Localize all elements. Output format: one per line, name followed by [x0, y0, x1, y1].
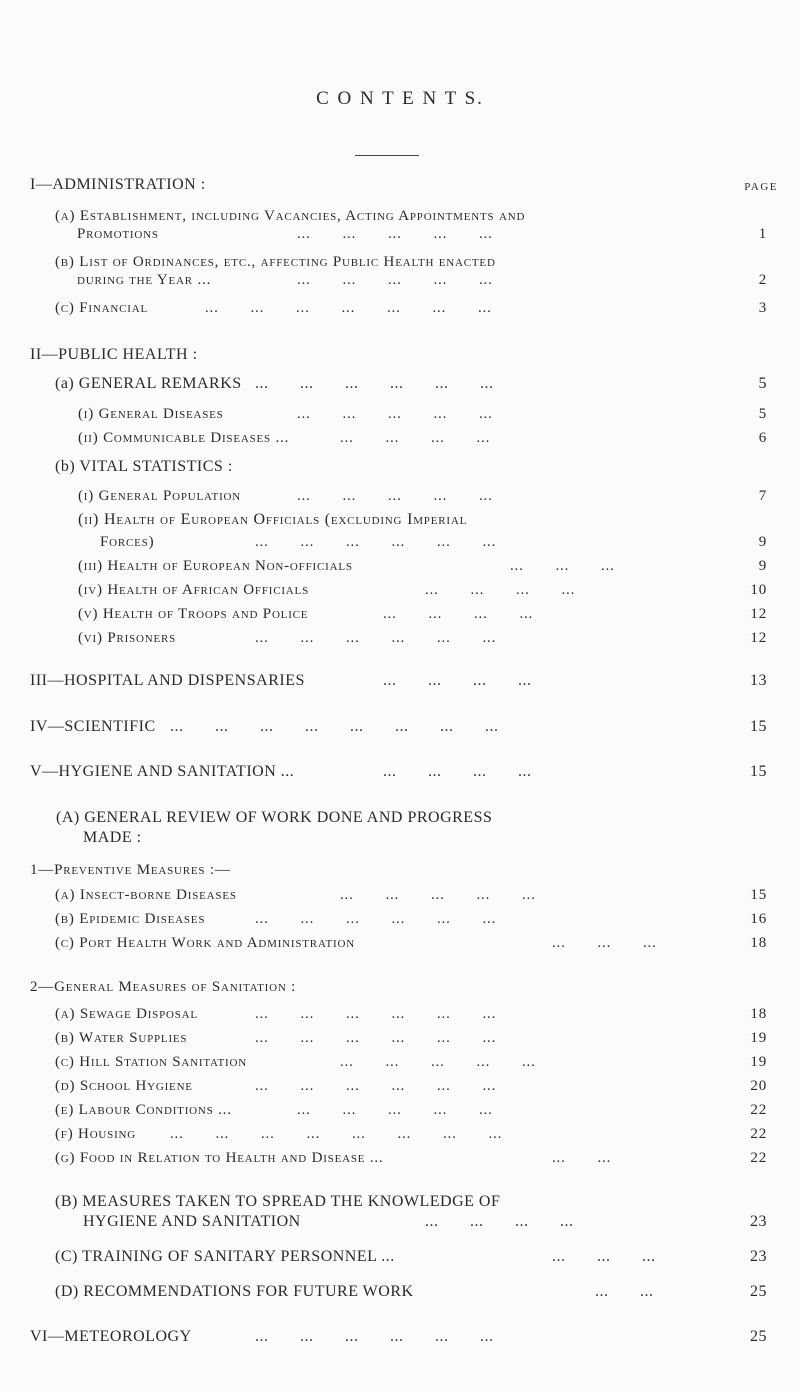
entry-2a-ii: (ii) Communicable Diseases ... ... ... ... ... 6 [0, 426, 800, 450]
page-number: 13 [750, 672, 767, 689]
page-number: 20 [750, 1078, 767, 1094]
page-number: 3 [758, 300, 767, 316]
page-number: 23 [750, 1248, 767, 1265]
section-2-heading: II—PUBLIC HEALTH : [30, 346, 198, 363]
entry-5-1b: (b) Epidemic Diseases ... ... ... ... ... ... 16 [0, 907, 800, 931]
entry-5-2c: (c) Hill Station Sanitation ... ... ... ... ... 19 [0, 1050, 800, 1074]
section-3-heading: III—HOSPITAL AND DISPENSARIES ... ... ... ... 13 [0, 669, 800, 693]
section-6-heading: VI—METEOROLOGY ... ... ... ... ... ... 25 [0, 1325, 800, 1349]
entry-5A-line1: (A) GENERAL REVIEW OF WORK DONE AND PROGRESS [56, 809, 493, 826]
page-number: 18 [750, 1006, 767, 1022]
page-number: 2 [758, 272, 767, 288]
page-number: 19 [750, 1030, 767, 1046]
page-number: 23 [750, 1213, 767, 1230]
entry-5B-line1: (B) MEASURES TAKEN TO SPREAD THE KNOWLEDGE OF [55, 1193, 501, 1210]
entry-2a: (a) GENERAL REMARKS ... ... ... ... ... ... 5 [0, 372, 800, 396]
page-number: 12 [750, 606, 767, 622]
page-number: 18 [750, 935, 767, 951]
page-number: 16 [750, 911, 767, 927]
entry-1a: Promotions ... ... ... ... ... 1 [0, 222, 800, 246]
entry-1a-line1: (a) Establishment, including Vacancies, Acting Appointments and [55, 208, 526, 224]
entry-2b-iii: (iii) Health of European Non-officials ... ... ... 9 [0, 554, 800, 578]
entry-2a-i: (i) General Diseases ... ... ... ... ... 5 [0, 402, 800, 426]
page-number: 9 [758, 534, 767, 550]
page-number: 22 [750, 1126, 767, 1142]
page-number: 6 [758, 430, 767, 446]
entry-5-1c: (c) Port Health Work and Administration ... ... ... 18 [0, 931, 800, 955]
page-column-label: PAGE [744, 181, 778, 193]
entry-5-2b: (b) Water Supplies ... ... ... ... ... ... 19 [0, 1026, 800, 1050]
entry-5A-line2: MADE : [83, 829, 142, 846]
entry-5D: (D) RECOMMENDATIONS FOR FUTURE WORK ... ... 25 [0, 1280, 800, 1304]
page-number: 5 [758, 406, 767, 422]
entry-5-2d: (d) School Hygiene ... ... ... ... ... ... 20 [0, 1074, 800, 1098]
section-4-heading: IV—SCIENTIFIC ... ... ... ... ... ... ... ... 15 [0, 715, 800, 739]
entry-5-1-heading: 1—Preventive Measures :— [30, 862, 231, 878]
page-number: 7 [758, 488, 767, 504]
entry-2b-ii-line1: (ii) Health of European Officials (excluding Imperial [78, 511, 468, 528]
page-number: 5 [758, 375, 767, 392]
page-number: 22 [750, 1102, 767, 1118]
entry-2b-iv: (iv) Health of African Officials ... ... ... ... 10 [0, 578, 800, 602]
entry-1c: (c) Financial ... ... ... ... ... ... ... 3 [0, 296, 800, 320]
entry-2b-ii: Forces) ... ... ... ... ... ... 9 [0, 530, 800, 554]
page-number: 25 [750, 1328, 767, 1345]
page-number: 19 [750, 1054, 767, 1070]
section-1-heading: I—ADMINISTRATION : [30, 176, 206, 193]
entry-5-2a: (a) Sewage Disposal ... ... ... ... ... ... 18 [0, 1002, 800, 1026]
page-number: 22 [750, 1150, 767, 1166]
entry-5-1a: (a) Insect-borne Diseases ... ... ... ... ... 15 [0, 883, 800, 907]
page-number: 10 [750, 582, 767, 598]
entry-5-2g: (g) Food in Relation to Health and Disease ... ... ... 22 [0, 1146, 800, 1170]
page-number: 15 [750, 887, 767, 903]
entry-2b-vi: (vi) Prisoners ... ... ... ... ... ... 12 [0, 626, 800, 650]
entry-2b: (b) VITAL STATISTICS : [55, 458, 233, 475]
page-number: 15 [750, 763, 767, 780]
page-number: 15 [750, 718, 767, 735]
entry-5B: HYGIENE AND SANITATION ... ... ... ... 23 [0, 1210, 800, 1234]
entry-5-2f: (f) Housing ... ... ... ... ... ... ... ... 22 [0, 1122, 800, 1146]
entry-1b: during the Year ... ... ... ... ... ... 2 [0, 268, 800, 292]
page-number: 1 [758, 226, 767, 242]
entry-2b-v: (v) Health of Troops and Police ... ... ... ... 12 [0, 602, 800, 626]
section-5-heading: V—HYGIENE AND SANITATION ... ... ... ... ... 15 [0, 760, 800, 784]
title-divider [355, 155, 419, 156]
page-title: C O N T E N T S. [316, 88, 484, 109]
entry-5C: (C) TRAINING OF SANITARY PERSONNEL ... ... ... ... 23 [0, 1245, 800, 1269]
entry-5-2-heading: 2—General Measures of Sanitation : [30, 979, 297, 995]
page-number: 12 [750, 630, 767, 646]
entry-2b-i: (i) General Population ... ... ... ... ... 7 [0, 484, 800, 508]
page-number: 9 [758, 558, 767, 574]
entry-5-2e: (e) Labour Conditions ... ... ... ... ... ... 22 [0, 1098, 800, 1122]
page-number: 25 [750, 1283, 767, 1300]
entry-1b-line1: (b) List of Ordinances, etc., affecting Public Health enacted [55, 254, 496, 270]
